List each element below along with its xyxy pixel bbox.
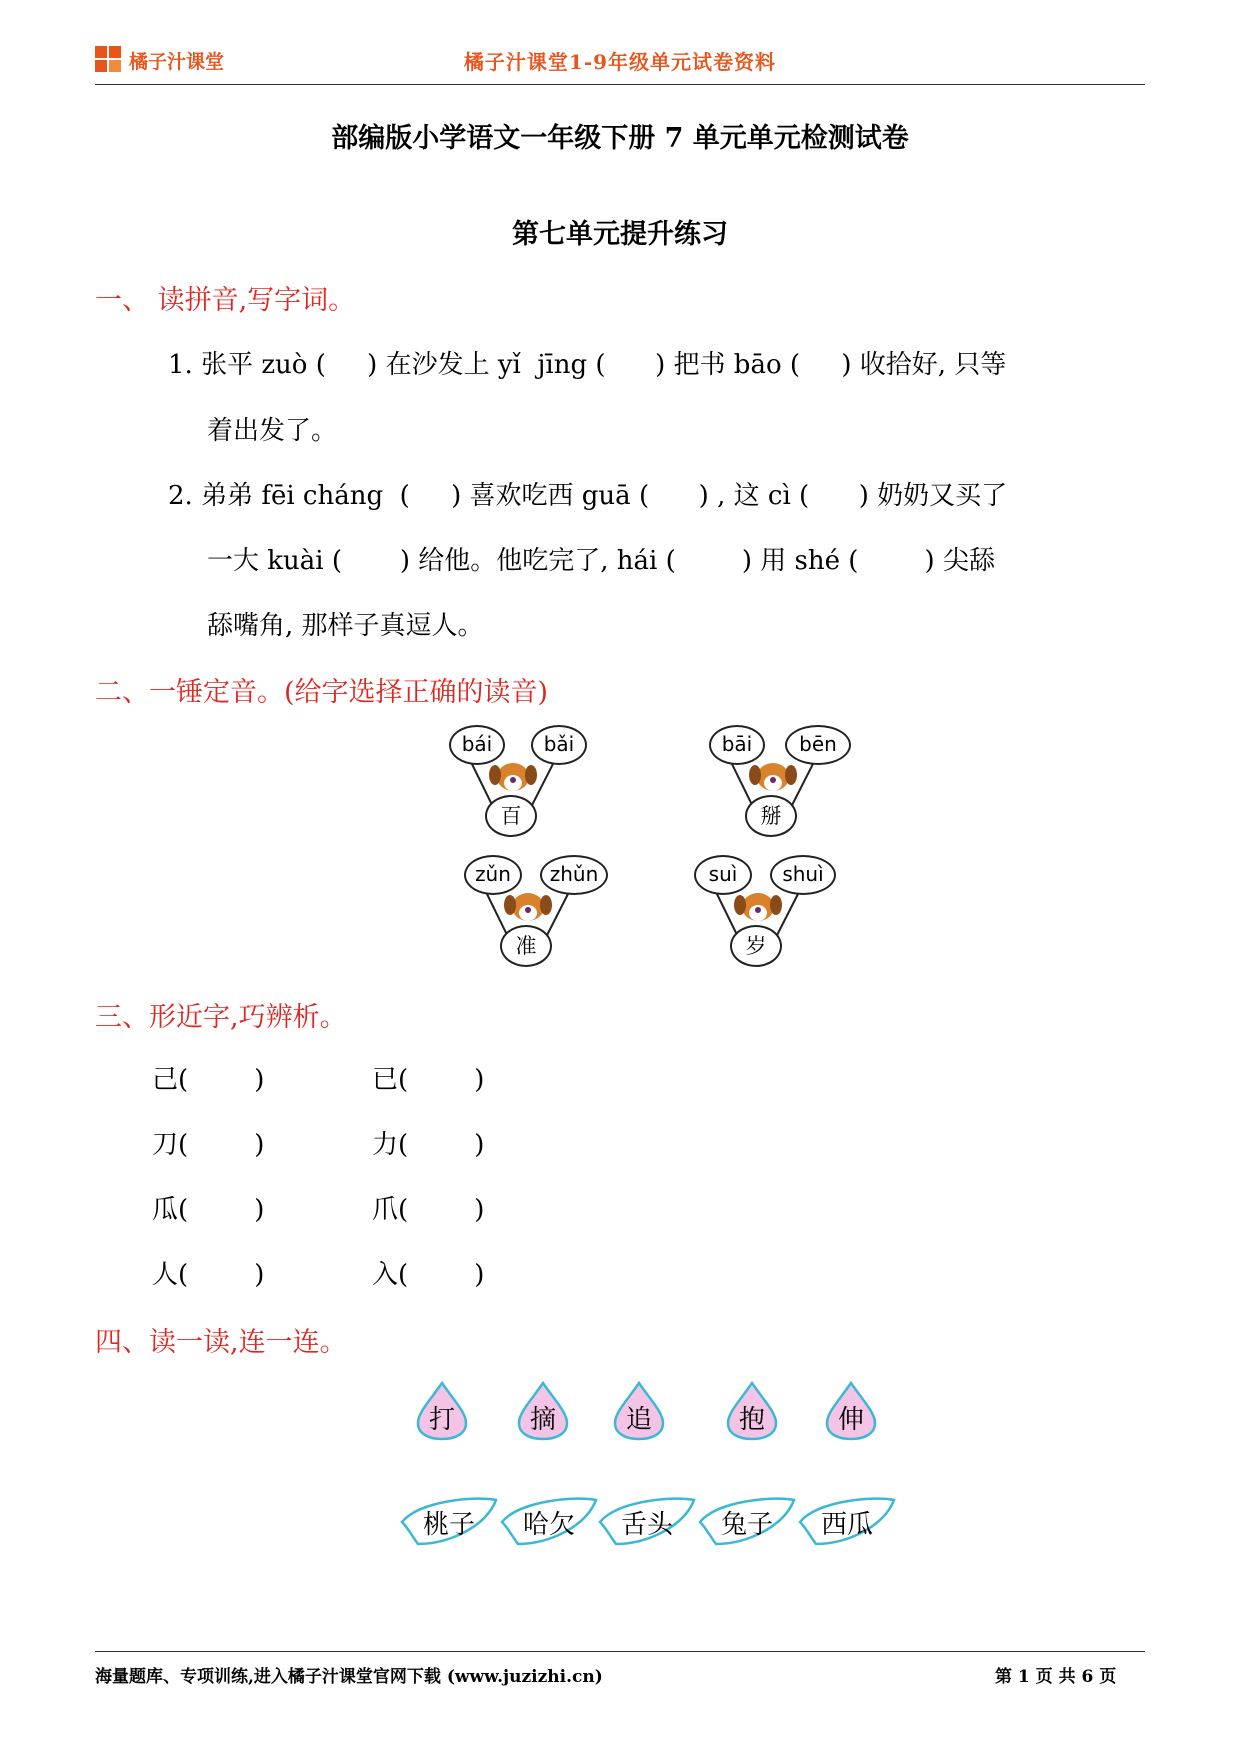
header-divider: [95, 84, 1145, 85]
pinyin-choice-3: [460, 855, 620, 965]
pinyin-option-right[interactable]: bǎi: [531, 725, 587, 765]
pinyin-choice-4: [690, 855, 850, 965]
char-pair-left: 瓜( ): [152, 1195, 265, 1225]
section-4-heading: 四、读一读,连一连。: [95, 1327, 347, 1358]
drop-label: 抱: [738, 1405, 765, 1435]
page-number: 第 1 页 共 6 页: [995, 1667, 1117, 1687]
leaf-label: 西瓜: [820, 1510, 873, 1540]
target-character: 百: [485, 795, 537, 837]
target-character: 岁: [730, 925, 782, 967]
drop-label: 打: [428, 1405, 455, 1435]
question-2-line-1: 2. 弟弟 fēi cháng ( ) 喜欢吃西 guā ( ) , 这 cì ( ) 奶奶又买了: [168, 481, 1008, 511]
drop-label: 伸: [837, 1405, 864, 1435]
pinyin-choice-1: [445, 725, 605, 835]
drop-word-4[interactable]: [726, 1381, 778, 1441]
leaf-word-3[interactable]: [598, 1496, 696, 1546]
char-pair-left: 刀( ): [152, 1130, 265, 1160]
pinyin-option-left[interactable]: suì: [694, 855, 752, 895]
header-title: 橘子汁课堂1-9年级单元试卷资料: [463, 50, 777, 74]
drop-label: 追: [625, 1405, 652, 1435]
char-pair-left: 人( ): [152, 1260, 265, 1290]
section-3-heading: 三、形近字,巧辨析。: [95, 1002, 347, 1033]
target-character: 准: [500, 925, 552, 967]
page-subtitle: 第七单元提升练习: [512, 219, 728, 250]
leaf-word-5[interactable]: [798, 1496, 896, 1546]
target-character: 掰: [745, 795, 797, 837]
question-1-line-1: 1. 张平 zuò ( ) 在沙发上 yǐ jīng ( ) 把书 bāo ( ) 收拾好, 只等: [168, 350, 1007, 380]
pinyin-option-right[interactable]: bēn: [785, 725, 851, 765]
leaf-word-4[interactable]: [698, 1496, 796, 1546]
char-pair-right: 已( ): [372, 1065, 485, 1095]
leaf-word-1[interactable]: [400, 1496, 498, 1546]
char-pair-right: 入( ): [372, 1260, 485, 1290]
leaf-label: 哈欠: [522, 1510, 575, 1540]
section-2-heading: 二、一锤定音。(给字选择正确的读音): [95, 677, 549, 708]
char-pair-right: 爪( ): [372, 1195, 485, 1225]
leaf-label: 桃子: [422, 1510, 475, 1540]
pinyin-option-left[interactable]: zǔn: [464, 855, 522, 895]
drop-word-5[interactable]: [825, 1381, 877, 1441]
char-pair-right: 力( ): [372, 1130, 485, 1160]
drop-label: 摘: [529, 1405, 556, 1435]
pinyin-option-right[interactable]: zhǔn: [540, 855, 608, 895]
question-2-line-3: 舔嘴角, 那样子真逗人。: [207, 611, 484, 641]
pinyin-option-right[interactable]: shuì: [770, 855, 836, 895]
page-title: 部编版小学语文一年级下册 7 单元单元检测试卷: [331, 123, 909, 154]
footer-divider: [95, 1651, 1145, 1652]
drop-word-3[interactable]: [613, 1381, 665, 1441]
char-pair-left: 己( ): [152, 1065, 265, 1095]
question-1-line-2: 着出发了。: [207, 416, 338, 446]
pinyin-option-left[interactable]: bāi: [709, 725, 765, 765]
question-2-line-2: 一大 kuài ( ) 给他。他吃完了, hái ( ) 用 shé ( ) 尖舔: [207, 546, 995, 576]
section-1-heading: 一、 读拼音,写字词。: [95, 285, 356, 316]
drop-word-1[interactable]: [416, 1381, 468, 1441]
leaf-word-2[interactable]: [500, 1496, 598, 1546]
pinyin-option-left[interactable]: bái: [449, 725, 505, 765]
leaf-label: 舌头: [620, 1510, 673, 1540]
footer-text: 海量题库、专项训练,进入橘子汁课堂官网下载 (www.juzizhi.cn): [95, 1667, 603, 1687]
brand-name: 橘子汁课堂: [129, 50, 225, 73]
drop-word-2[interactable]: [517, 1381, 569, 1441]
pinyin-choice-2: [705, 725, 865, 835]
leaf-label: 兔子: [720, 1510, 773, 1540]
